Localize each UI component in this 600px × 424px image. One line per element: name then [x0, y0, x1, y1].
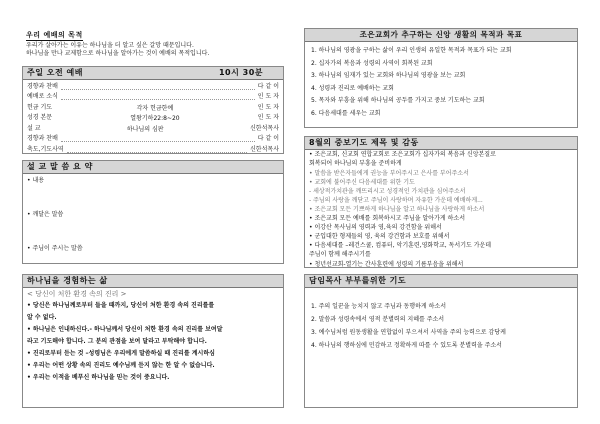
service-order-box — [22, 66, 284, 154]
experience-bullet: • 우리는 이적을 베푸신 하나님을 믿는 것이 중요니다. — [27, 374, 170, 382]
pastor-title-bar — [305, 275, 577, 288]
experience-box — [22, 274, 284, 408]
prayer-title-bar — [305, 137, 577, 150]
prayer-line: • 이강산 목사님의 영력과 영,육의 강건함을 위해서 — [309, 224, 442, 232]
prayer-line: • 군입대한 형제들의 영, 육의 강건함과 보호를 위해서 — [309, 233, 450, 241]
prayer-line: 회복되어 하나님의 부흥을 준비하게 — [309, 160, 402, 168]
pastor-prayer-item: 2. 말씀과 성령속에서 영적 분별력의 지혜를 주소서 — [311, 315, 445, 323]
pastor-prayer-list — [305, 288, 577, 355]
church-goals-title: 조은교회가 추구하는 신앙 생활의 목적과 목표 — [359, 30, 523, 39]
sermon-summary-box — [22, 160, 284, 264]
worship-purpose-title: 우리 예배의 목적 — [22, 28, 284, 42]
prayer-line: • 교회에 불어주신 다음세대를 위한 기도 — [309, 178, 415, 186]
prayer-box — [304, 136, 578, 268]
sermon-item: • 주님이 주시는 말씀 — [27, 244, 83, 252]
experience-bullet: • 진리로부터 듣는 것 –성령님은 우리에게 말씀하실 때 진리를 계시하심 — [27, 350, 215, 358]
church-goals-list — [305, 42, 577, 123]
church-goal-item: 3. 하나님의 임재가 있는 교회와 하나님의 영광을 보는 교회 — [311, 72, 466, 80]
service-row: 예배로 소식 인 도 자 — [27, 93, 279, 101]
pastor-prayer-item: 3. 예수님처럼 원동생활을 연합없이 부으셔서 사역을 주의 능력으로 감당케 — [311, 328, 506, 336]
service-title-bar — [23, 67, 283, 80]
experience-bullets — [23, 301, 283, 387]
experience-bullet: • 당신은 하나님께로부터 들을 때까지, 당신이 처한 환경 속의 진리를를 — [27, 302, 215, 310]
church-goal-item: 6. 다음세대를 세우는 교회 — [311, 109, 381, 117]
worship-purpose-box — [22, 28, 284, 64]
worship-purpose-line: 하나님을 만나 교제함으로 하나님을 알아가는 것이 예배의 목적입니다. — [26, 49, 210, 57]
prayer-line: • 말씀을 받은자들에게 권능을 부어주시고 은사를 부어주소서 — [309, 169, 469, 177]
service-row: 경향과 찬배 다 같 이 — [27, 82, 279, 90]
prayer-lines — [305, 150, 577, 269]
service-row: 축도,기도사역 신한석목사 — [27, 145, 279, 153]
experience-bullet: • 우리는 어떤 상황 속의 진리도 예수님께 듣지 않는 한 알 수 없습니다. — [27, 362, 215, 370]
experience-title: 하나님을 경험하는 삶 — [27, 276, 108, 285]
service-title: 주일 오전 예배 — [27, 68, 83, 77]
service-time: 10시 30분 — [218, 68, 263, 77]
church-goals-box — [304, 28, 578, 128]
experience-bullet: 알 수 없다. — [27, 314, 57, 322]
sermon-item: • 깨달은 말씀 — [27, 211, 64, 219]
experience-bullet: 라고 기도해야 합니다. 그 분의 관점을 보여 달라고 부탁해야 합니다. — [27, 338, 207, 346]
prayer-line: - 주님의 사랑을 깨닫고 주님이 사랑하며 자유한 가운데 예배하게... — [309, 196, 483, 204]
sermon-item: • 내용 — [27, 177, 45, 185]
sermon-title-bar — [23, 161, 283, 174]
prayer-line: • 조은교회, 신교회 연합교회로 조은교회가 십자가의 복음과 신앙본질로 — [309, 151, 496, 159]
prayer-line: • 조은교회 모든 기쁘하게 하나님을 알고 하나님을 사랑하게 하소서 — [309, 205, 485, 213]
church-goals-title-bar — [305, 29, 577, 42]
prayer-line: • 청년선교회-열기는 간사훈련에 성령의 기름부음을 위해서 — [309, 260, 464, 268]
church-goal-item: 2. 십자가의 복음과 성령의 사역이 회복된 교회 — [311, 59, 433, 67]
experience-title-bar — [23, 275, 283, 288]
experience-subtitle: < 당신이 처한 환경 속의 진리 > — [27, 290, 127, 299]
prayer-line: 주님이 함께 해주시기를 — [309, 251, 371, 259]
prayer-line: • 조은교회 모든 예배를 회복하시고 주님을 알아가게 하소서 — [309, 215, 465, 223]
service-row: 경향과 찬배 다 같 이 — [27, 135, 279, 143]
service-row: 헌금 기도 각자 헌금한예 인 도 자 — [27, 103, 279, 112]
experience-bullet: • 하나님은 인내하신다.- 하나님께서 당신이 처한 환경 속의 진리를 보여달 — [27, 326, 223, 334]
prayer-line: - 세상적가치관을 깨뜨리시고 성경적인 가치관을 심어주소서 — [309, 187, 466, 195]
church-goal-item: 4. 성령과 진리로 예배하는 교회 — [311, 84, 394, 92]
pastor-prayer-item: 4. 하나님의 행하심에 민감하고 정확하게 따를 수 있도록 분별력을 주소서 — [311, 341, 502, 349]
pastor-prayer-item: 1. 주의 일꾼을 능치지 않고 주님과 동행하게 하소서 — [311, 302, 446, 310]
service-rows — [23, 80, 283, 155]
pastor-title: 담임목사 부부를위한 기도 — [309, 276, 407, 285]
prayer-title: 8월의 중보기도 제목 및 감동 — [309, 138, 419, 147]
service-row: 설 교 하나님의 심판 신한석목사 — [27, 124, 279, 133]
prayer-line: • 다음세대를 –레건스쿨, 컴퓨터, 악기훈련,영화학교, 독서기도 가운데 — [309, 242, 492, 250]
service-row: 성경 본문 열왕기하22:8~20 인 도 자 — [27, 114, 279, 123]
pastor-prayer-box — [304, 274, 578, 408]
worship-purpose-line: 우리가 살아가는 이유는 하나님을 더 알고 싶은 갈망 때문입니다. — [26, 42, 194, 50]
church-goal-item: 1. 하나님의 영광을 구하는 삶이 우리 인생의 유일한 목적과 목표가 되는 교회 — [311, 47, 512, 55]
church-goal-item: 5. 목자와 부흥을 위해 하나님의 공두를 가지고 중보 기도하는 교회 — [311, 97, 485, 105]
sermon-title: 설 교 말 씀 요 약 — [27, 162, 93, 171]
